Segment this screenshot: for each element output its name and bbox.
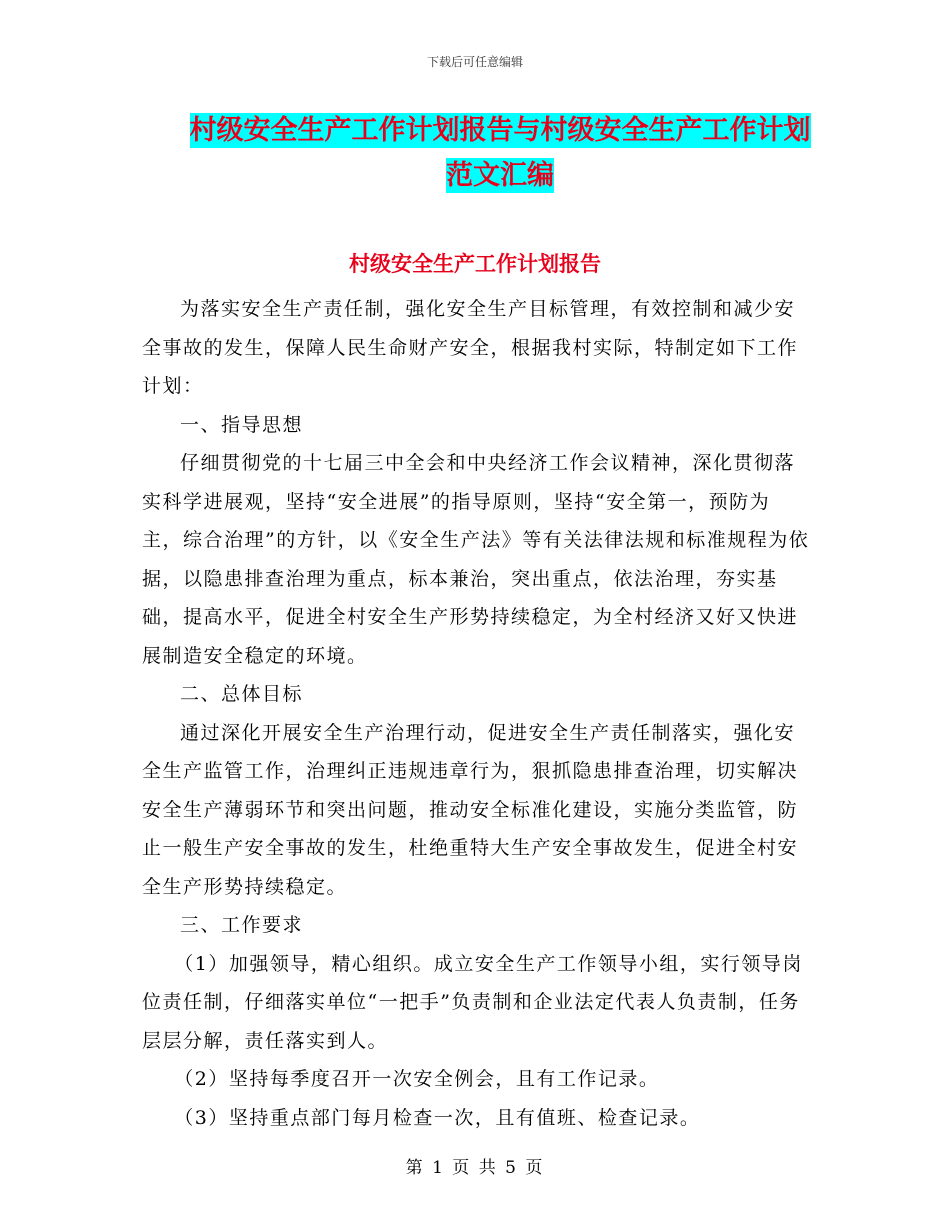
page-footer: 第 1 页 共 5 页	[405, 1158, 545, 1178]
section-title: 村级安全生产工作计划报告	[349, 251, 601, 276]
header-note: 下载后可任意编辑	[426, 55, 523, 69]
paragraph-guiding-ideology: 仔细贯彻党的十七届三中全会和中央经济工作会议精神，深化贯彻落实科学进展观，坚持“安全进展”的指导原则，坚持“安全第一，预防为主，综合治理”的方针，以《安全生产法》等有关法律法规和标准规程为依据，以隐患排查治理为重点，标本兼治，突出重点，依法治理，夯实基础，提高水平，促进全村安全生产形势持续稳定，为全村经济又好又快进展制造安全稳定的环境。	[142, 452, 810, 667]
paragraph-requirement-2: （2）坚持每季度召开一次安全例会，且有工作记录。	[174, 1068, 660, 1090]
paragraph-intro: 为落实安全生产责任制，强化安全生产目标管理，有效控制和减少安全事故的发生，保障人民生命财产安全，根据我村实际，特制定如下工作计划：	[142, 298, 799, 397]
document-title-line1: 村级安全生产工作计划报告与村级安全生产工作计划	[189, 115, 811, 146]
document-title-line2: 范文汇编	[446, 160, 554, 191]
paragraph-requirement-1: （1）加强领导，精心组织。成立安全生产工作领导小组，实行领导岗位责任制，仔细落实单位“一把手”负责制和企业法定代表人负责制，任务层层分解，责任落实到人。	[142, 952, 803, 1052]
heading-guiding-ideology: 一、指导思想	[180, 413, 304, 436]
heading-overall-goal: 二、总体目标	[180, 683, 304, 705]
paragraph-requirement-3: （3）坚持重点部门每月检查一次，且有值班、检查记录。	[174, 1106, 701, 1129]
document-title	[140, 108, 860, 198]
heading-work-requirements: 三、工作要求	[180, 914, 304, 936]
paragraph-overall-goal: 通过深化开展安全生产治理行动，促进安全生产责任制落实，强化安全生产监管工作，治理纠正违规违章行为，狠抓隐患排查治理，切实解决安全生产薄弱环节和突出问题，推动安全标准化建设，实施分类监管，防止一般生产安全事故的发生，杜绝重特大生产安全事故发生，促进全村安全生产形势持续稳定。	[142, 721, 799, 898]
document-body	[142, 290, 810, 1137]
